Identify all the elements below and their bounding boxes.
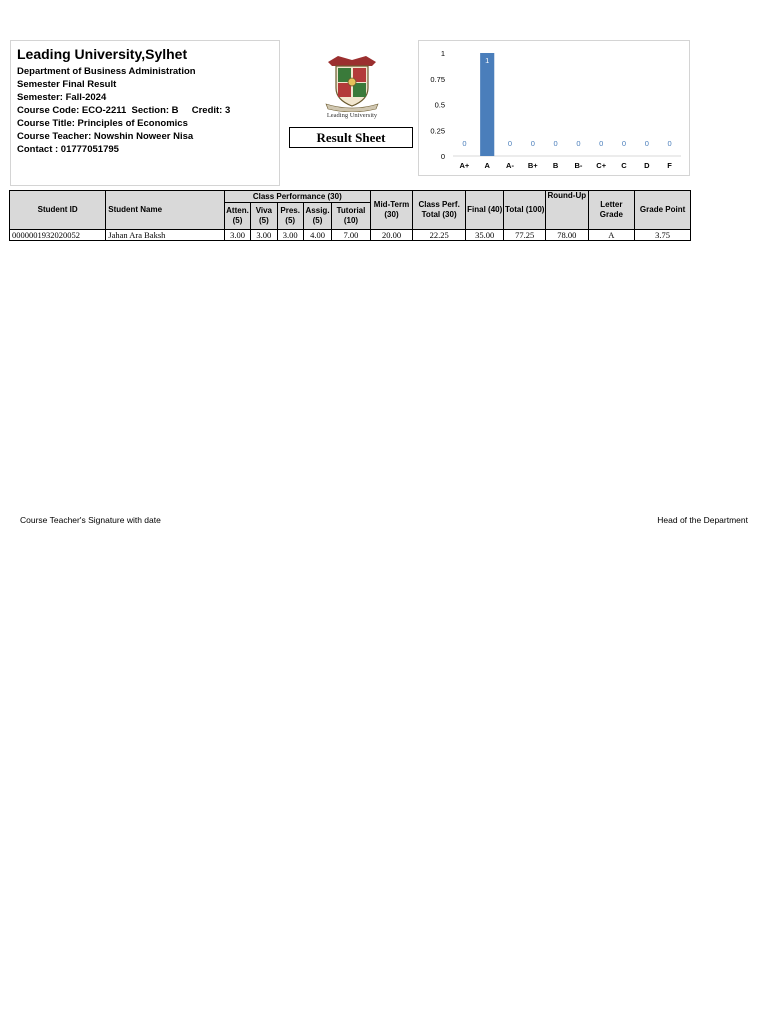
cell-viva: 3.00: [251, 230, 277, 241]
x-tick-label: A+: [459, 161, 470, 170]
bar-data-label: 0: [644, 139, 649, 148]
grade-chart-svg: [419, 41, 691, 177]
grade-distribution-chart: [418, 40, 690, 176]
x-tick-label: C+: [596, 161, 607, 170]
cell-assig: 4.00: [303, 230, 331, 241]
cell-class-perf-total: 22.25: [413, 230, 466, 241]
table-row: [10, 230, 691, 241]
result-table: [9, 190, 691, 241]
bar-data-label: 0: [576, 139, 581, 148]
semester-line: Semester: Fall-2024: [17, 92, 107, 103]
header-total: Total (100): [504, 191, 546, 230]
cell-student-id: 0000001932020052: [10, 230, 106, 241]
y-tick-label: 1: [440, 49, 445, 58]
cell-midterm: 20.00: [370, 230, 413, 241]
course-title-line: Course Title: Principles of Economics: [17, 118, 188, 129]
y-tick-label: 0.25: [430, 126, 445, 136]
cell-tutorial: 7.00: [332, 230, 371, 241]
bar-data-label: 0: [599, 139, 604, 148]
course-code-line: Course Code: ECO-2211 Section: B Credit: 3: [17, 105, 231, 116]
course-info-box: [10, 40, 280, 186]
header-pres: Pres. (5): [277, 203, 303, 230]
x-tick-label: F: [667, 161, 672, 170]
cell-student-name: Jahan Ara Baksh: [106, 230, 225, 241]
header-midterm: Mid-Term (30): [370, 191, 413, 230]
bar-data-label: 0: [507, 139, 513, 148]
course-teacher-line: Course Teacher: Nowshin Noweer Nisa: [17, 131, 194, 142]
header-class-perf-total: Class Perf. Total (30): [413, 191, 466, 230]
y-tick-label: 0: [440, 152, 445, 161]
university-crest-icon: [316, 52, 388, 112]
header-grade-point: Grade Point: [635, 191, 691, 230]
result-sheet-title: Result Sheet: [289, 127, 413, 148]
cell-atten: 3.00: [224, 230, 250, 241]
cell-roundup: 78.00: [546, 230, 589, 241]
y-tick-label: 0.5: [434, 100, 445, 110]
department-line: Department of Business Administration: [17, 66, 196, 77]
y-tick-label: 0.75: [430, 74, 445, 84]
bar-data-label: 0: [530, 139, 535, 148]
x-tick-label: B+: [527, 161, 538, 170]
bar-data-label: 0: [553, 139, 558, 148]
header-viva: Viva (5): [251, 203, 277, 230]
x-tick-label: A-: [506, 161, 514, 170]
header-student-name: Student Name: [106, 191, 225, 230]
teacher-signature-label: Course Teacher's Signature with date: [20, 515, 161, 525]
header-roundup: Round-Up: [546, 191, 589, 230]
university-name: Leading University,Sylhet: [17, 46, 188, 62]
header-atten: Atten. (5): [224, 203, 250, 230]
header-assig: Assig. (5): [303, 203, 331, 230]
cell-letter-grade: A: [588, 230, 635, 241]
cell-final: 35.00: [465, 230, 504, 241]
cell-pres: 3.00: [277, 230, 303, 241]
contact-line: Contact : 01777051795: [17, 144, 119, 155]
x-tick-label: D: [644, 161, 650, 170]
bar-data-label: 0: [462, 139, 467, 148]
header-tutorial: Tutorial (10): [332, 203, 371, 230]
cell-grade-point: 3.75: [635, 230, 691, 241]
logo-caption: Leading University: [326, 112, 378, 119]
header-student-id: Student ID: [10, 191, 106, 230]
result-type-line: Semester Final Result: [17, 79, 117, 90]
grade-bar: [480, 53, 494, 156]
x-tick-label: B: [552, 161, 559, 170]
university-logo: [316, 52, 388, 124]
bar-data-label: 0: [667, 139, 672, 148]
header-final: Final (40): [465, 191, 504, 230]
x-tick-label: A: [484, 161, 490, 170]
x-tick-label: B-: [574, 161, 583, 170]
header-letter-grade: Letter Grade: [588, 191, 635, 230]
x-tick-label: C: [621, 161, 627, 170]
head-signature-label: Head of the Department: [657, 515, 748, 525]
header-class-performance: Class Performance (30): [224, 191, 370, 203]
cell-total: 77.25: [504, 230, 546, 241]
bar-data-label: 0: [621, 139, 627, 148]
bar-data-label: 1: [485, 56, 490, 65]
